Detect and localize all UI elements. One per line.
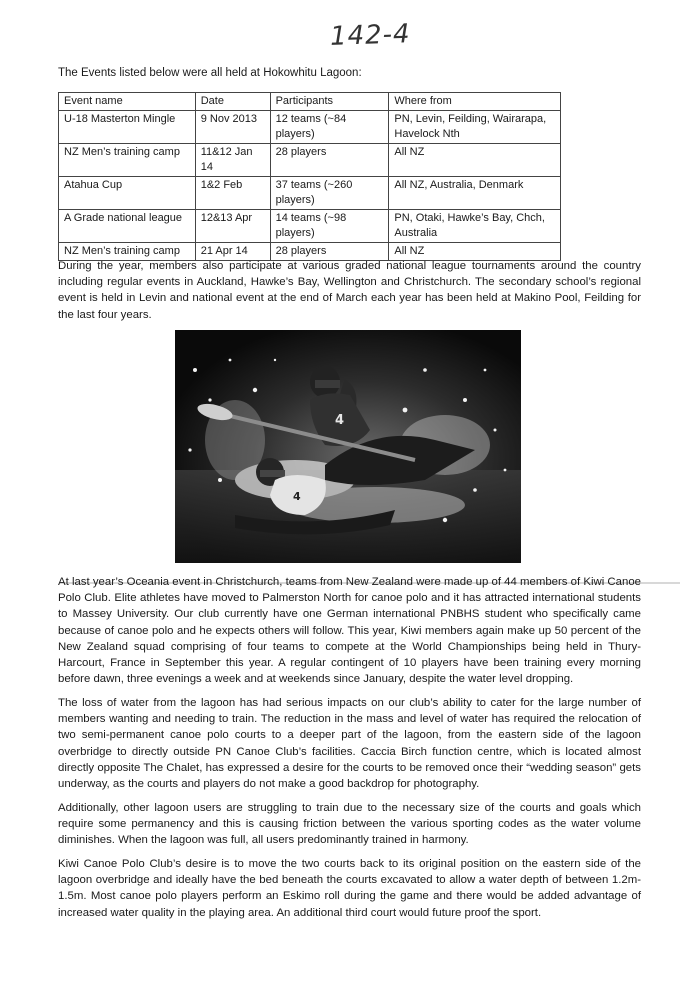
header-date: Date	[195, 93, 270, 111]
paragraph-club-desire: Kiwi Canoe Polo Club’s desire is to move the two courts back to its original position on the eastern side of the lagoon overbridge and ideally have the bed beneath the courts excavated to allow a water depth of between 1.2m-1.5m. Most canoe polo players perform an Eskimo roll during the game and there would be added advantage of increased water quality in the playing area. An additional third court would future proof the sport.	[58, 858, 641, 919]
handwritten-page-number: 142-4	[329, 19, 412, 52]
cell-date: 9 Nov 2013	[195, 111, 270, 144]
cell-where-from: All NZ	[389, 144, 561, 177]
cell-event-name: U-18 Masterton Mingle	[59, 111, 196, 144]
cell-participants: 37 teams (~260 players)	[270, 177, 389, 210]
table-row	[59, 177, 561, 210]
cell-date: 1&2 Feb	[195, 177, 270, 210]
cell-where-from: All NZ, Australia, Denmark	[389, 177, 561, 210]
paragraph-water-loss: The loss of water from the lagoon has had serious impacts on our club’s ability to cater for the large number of members wanting and needing to train. The reduction in the mass and level of water has required the relocation of two semi-permanent canoe polo courts to a deeper part of the lagoon, from the eastern side of the lagoon overbridge to directly outside PN Canoe Club’s facilities. Caccia Birch function centre, which is located almost directly opposite The Chalet, has expressed a desire for the courts to be removed once their “wedding season” gets underway, as the courts and players do not make a good backdrop for photography.	[58, 697, 641, 791]
events-intro: The Events listed below were all held at Hokowhitu Lagoon:	[58, 67, 362, 79]
cell-date: 21 Apr 14	[195, 243, 270, 261]
canoe-polo-photo	[175, 330, 521, 563]
cell-event-name: NZ Men’s training camp	[59, 243, 196, 261]
header-participants: Participants	[270, 93, 389, 111]
cell-participants: 28 players	[270, 243, 389, 261]
cell-participants: 28 players	[270, 144, 389, 177]
table-row	[59, 144, 561, 177]
cell-date: 11&12 Jan 14	[195, 144, 270, 177]
cell-event-name: A Grade national league	[59, 210, 196, 243]
paragraph-oceania: At last year’s Oceania event in Christchurch, teams from New Zealand were made up of 44 members of Kiwi Canoe Polo Club. Elite athletes have moved to Palmerston North for canoe polo and it has attracted international students to Massey University. Our club currently have one German international PNBHS student who specifically came because of canoe polo and he expects others will follow. This year, Kiwi members again make up 50 percent of the New Zealand squad comprising of four teams to compete at the World Championships being held in Thury-Harcourt, France in September this year. A regular contingent of 10 players have been training every morning before dawn, three evenings a week and at weekends since January, despite the water level dropping.	[58, 576, 641, 686]
cell-event-name: Atahua Cup	[59, 177, 196, 210]
cell-date: 12&13 Apr	[195, 210, 270, 243]
paragraph-tournaments: During the year, members also participate at various graded national league tournaments around the country including regular events in Auckland, Hawke’s Bay, Wellington and Christchurch. The secondary school’s regional event is held in Levin and national event at the end of March each year has been held at Makino Pool, Feilding for the last four years.	[58, 260, 641, 321]
cell-where-from: PN, Levin, Feilding, Wairarapa, Havelock Nth	[389, 111, 561, 144]
cell-where-from: All NZ	[389, 243, 561, 261]
table-row	[59, 210, 561, 243]
top-jersey-number: 4	[335, 413, 345, 428]
cell-where-from: PN, Otaki, Hawke’s Bay, Chch, Australia	[389, 210, 561, 243]
cell-event-name: NZ Men’s training camp	[59, 144, 196, 177]
bottom-jersey-number: 4	[293, 490, 301, 503]
paragraph-other-users: Additionally, other lagoon users are struggling to train due to the necessary size of the courts and goals which require some permanency and this is causing friction between the various sporting codes as the water volume diminishes. When the lagoon was full, all users predominantly trained in harmony.	[58, 802, 641, 847]
header-where-from: Where from	[389, 93, 561, 111]
cell-participants: 14 teams (~98 players)	[270, 210, 389, 243]
events-table	[58, 92, 561, 261]
header-event-name: Event name	[59, 93, 196, 111]
table-row	[59, 111, 561, 144]
cell-participants: 12 teams (~84 players)	[270, 111, 389, 144]
table-header-row	[59, 93, 561, 111]
